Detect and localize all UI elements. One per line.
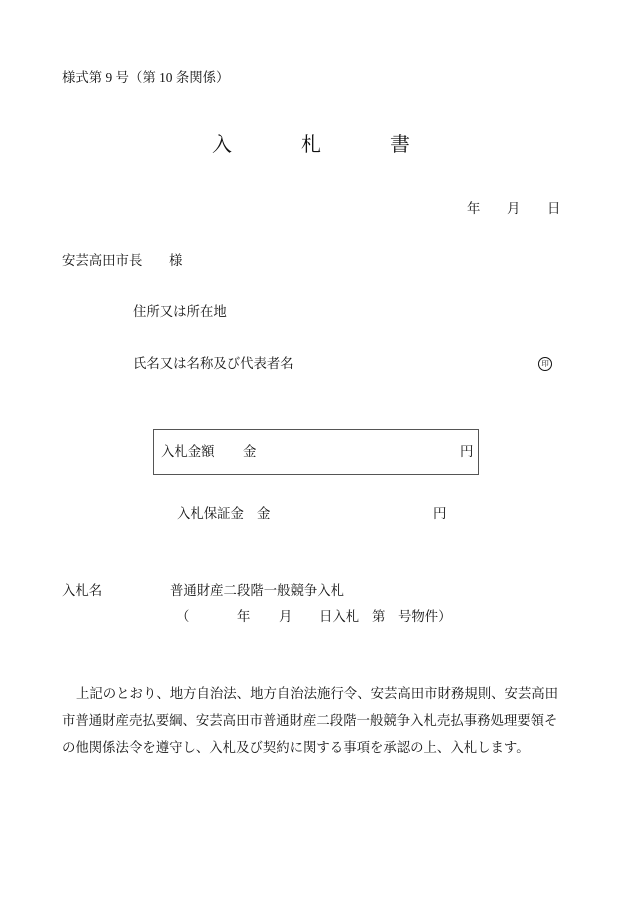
form-number: 様式第 9 号（第 10 条関係） [62,70,230,85]
bid-amount-box [153,429,479,475]
date-year-label: 年 [467,201,481,216]
bid-detail-number-suffix: 号物件） [398,609,452,624]
bid-bond-label: 入札保証金 [177,506,244,521]
bidder-name-label: 氏名又は名称及び代表者名 [133,356,294,371]
seal-icon: 印 [538,357,552,371]
date-day-label: 日 [547,201,561,216]
bid-detail-month: 月 [279,609,293,624]
bid-name-value: 普通財産二段階一般競争入札 [170,583,345,598]
date-month-label: 月 [507,201,521,216]
bid-detail-open-paren: （ [176,609,190,624]
bidder-address-label: 住所又は所在地 [133,304,227,319]
bid-detail-day: 日入札 [319,609,360,624]
bid-detail-number-prefix: 第 [372,609,386,624]
declaration-line: 市普通財産売払要綱、安芸高田市普通財産二段階一般競争入札売払事務処理要領そ [62,713,558,728]
declaration-line: 上記のとおり、地方自治法、地方自治法施行令、安芸高田市財務規則、安芸高田 [76,686,559,701]
bid-name-label: 入札名 [62,583,103,598]
bid-amount-label: 入札金額 [161,444,215,459]
addressee-honorific: 様 [169,253,183,268]
bid-amount-unit: 円 [460,444,474,459]
addressee-name: 安芸高田市長 [62,253,143,268]
bid-amount-prefix: 金 [243,444,257,459]
bid-bond-prefix: 金 [257,506,271,521]
bid-bond-unit: 円 [433,506,447,521]
declaration-line: の他関係法令を遵守し、入札及び契約に関する事項を承認の上、入札します。 [62,740,530,755]
document-title: 入札書 [212,134,479,156]
bid-detail-year: 年 [237,609,251,624]
